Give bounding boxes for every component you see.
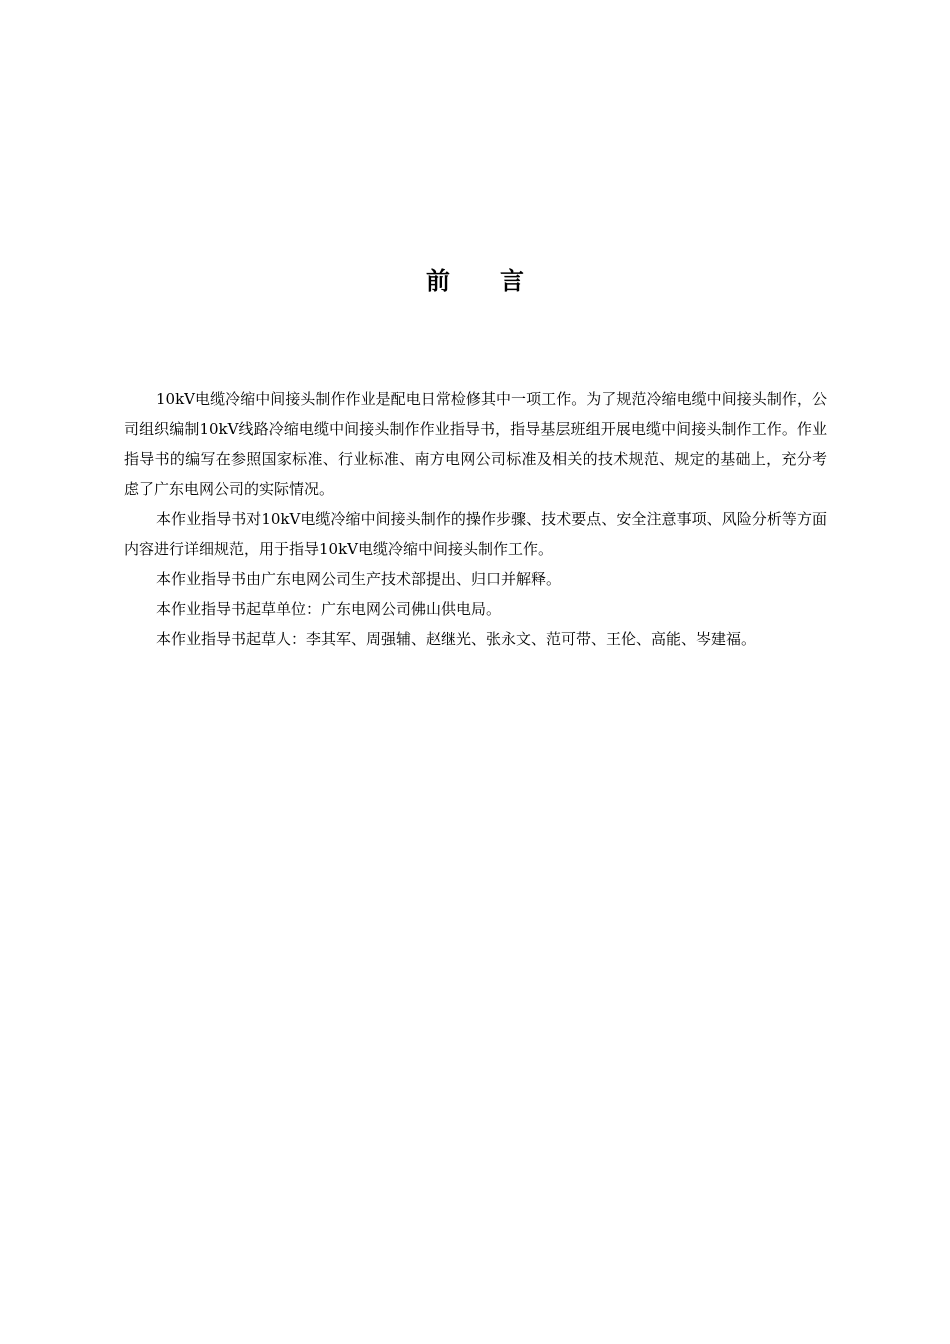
paragraph-purpose: 10kV电缆冷缩中间接头制作作业是配电日常检修其中一项工作。为了规范冷缩电缆中间接头制作，公司组织编制10kV线路冷缩电缆中间接头制作作业指导书，指导基层班组开展电缆中间接头制作工作。作业指导书的编写在参照国家标准、行业标准、南方电网公司标准及相关的技术规范、规定的基础上，充分考虑了广东电网公司的实际情况。: [124, 390, 827, 498]
page-title: [0, 263, 950, 299]
paragraph-drafting-unit: 本作业指导书起草单位：广东电网公司佛山供电局。: [156, 600, 502, 618]
paragraph-drafters: 本作业指导书起草人：李其军、周强辅、赵继光、张永文、范可带、王伦、高能、岑建福。: [156, 630, 757, 648]
preface-body: [124, 384, 827, 654]
paragraph-scope: 本作业指导书对10kV电缆冷缩中间接头制作的操作步骤、技术要点、安全注意事项、风险分析等方面内容进行详细规范，用于指导10kV电缆冷缩中间接头制作工作。: [124, 510, 827, 558]
title-char-1: 前: [426, 267, 450, 295]
title-char-2: 言: [500, 267, 524, 295]
paragraph-proposer: 本作业指导书由广东电网公司生产技术部提出、归口并解释。: [156, 570, 562, 588]
